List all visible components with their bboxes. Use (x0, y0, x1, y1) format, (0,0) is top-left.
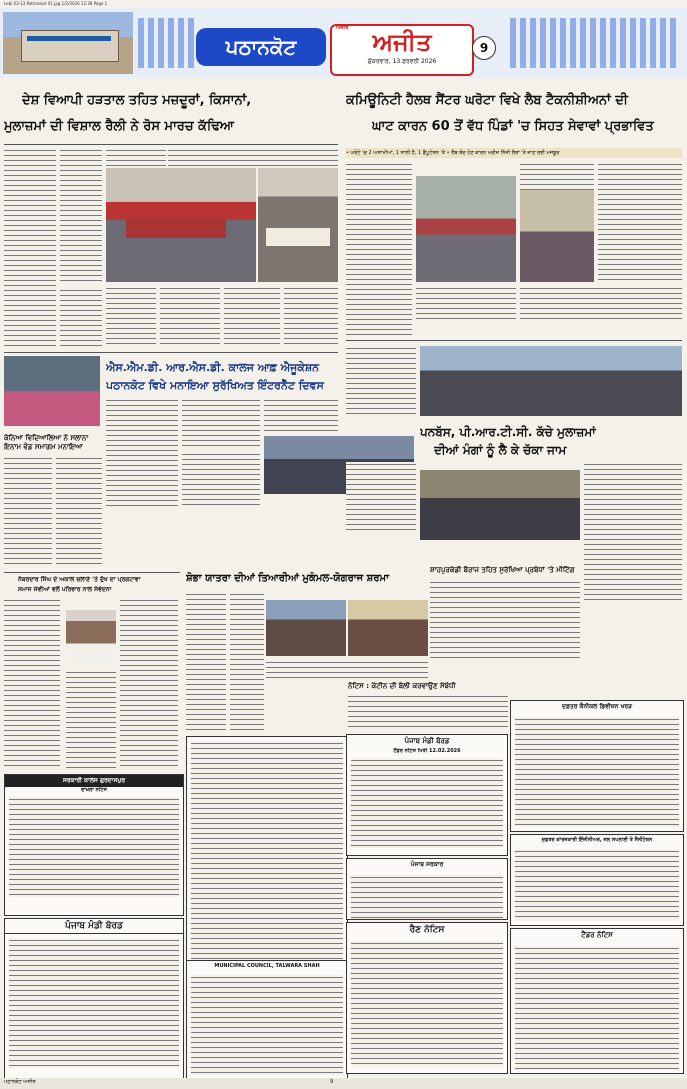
yatra-text-col2 (230, 592, 264, 732)
strike-text-col6 (160, 286, 220, 346)
health-headline-2: ਘਾਟ ਕਾਰਨ 60 ਤੋਂ ਵੱਧ ਪਿੰਡਾਂ 'ਚ ਸਿਹਤ ਸੇਵਾਵਾਂ ਪ੍ਰਭਾਵਿਤ (372, 119, 654, 134)
ad-municipal-body (191, 975, 343, 1075)
ad-college-body (9, 797, 179, 897)
canteen-notice-title: ਨੋਟਿਸ : ਕੰਟੀਨ ਦੀ ਬੋਲੀ ਕਰਵਾਉਣ ਸੰਬੰਧੀ (348, 682, 456, 690)
strike-photo-2 (258, 168, 338, 282)
paper-name: ਅਜੀਤ (372, 28, 432, 56)
yatra-photo (266, 600, 346, 656)
strike-headline-2: ਮੁਲਾਜ਼ਮਾਂ ਦੀ ਵਿਸ਼ਾਲ ਰੈਲੀ ਨੇ ਰੋਸ ਮਾਰਚ ਕੱਢਿਆ (4, 119, 234, 134)
strike-text-col7 (224, 286, 280, 346)
ad-punjab-govt-title: ਪੰਜਾਬ ਸਰਕਾਰ (410, 861, 444, 868)
ad-tender-right-title: ਟੈਂਡਰ ਨੋਟਿਸ (581, 931, 613, 939)
ad-office-body (515, 717, 679, 827)
ad-office-title: ਦਫ਼ਤਰ ਕੈਨੀਕਲ ਡਿਵੀਜ਼ਨ ਖਰੜ (561, 703, 633, 710)
health-photo-1 (416, 176, 516, 282)
yatra-photo-2 (348, 600, 428, 656)
internet-text-col2 (182, 398, 260, 448)
bus-text-col1 (346, 462, 416, 534)
college-text-col2 (56, 456, 102, 566)
ad-punjab-govt-body (351, 875, 503, 919)
strike-text-col9 (60, 288, 102, 348)
health-photo-2 (520, 190, 594, 282)
security-headline: ਸ਼ਾਹਪੁਰਕੰਡੀ ਬੈਰਾਜ ਤਹਿਤ ਸੁਰੱਖਿਆ ਪ੍ਰਬੰਧਾਂ 'ਤੇ ਮੀਟਿੰਗ (430, 566, 575, 574)
health-text-col3 (598, 162, 682, 282)
ad-college-subtitle: ਦਾਖ਼ਲਾ ਨੋਟਿਸ (81, 787, 107, 793)
ad-housing-body (515, 849, 679, 921)
ad-college-gurdaspur (4, 774, 184, 916)
strike-text-col5 (106, 286, 156, 346)
college-headline: ਕੰਨਿਆ ਵਿਦਿਆਲਿਆ ਨੇ ਸਲਾਨਾ ਇਨਾਮ ਵੰਡ ਸਮਾਗਮ ਮਨਾਇਆ (4, 434, 89, 451)
strike-photo-1 (106, 168, 256, 282)
ad-mandi-right-body (351, 758, 503, 848)
bus-photo-2 (420, 470, 580, 540)
strike-text-col8 (284, 286, 338, 346)
ad-housing-title: ਦਫ਼ਤਰ ਕਾਰਜਕਾਰੀ ਇੰਜੀਨੀਅਰ, ਜਲ ਸਪਲਾਈ ਤੇ ਸੈਨੀਟੇਸ਼ਨ (541, 837, 653, 843)
paper-kicker: ਅਜੀਤ (336, 25, 349, 31)
ad-mandi-right-title: ਪੰਜਾਬ ਮੰਡੀ ਬੋਰਡ (404, 737, 450, 745)
strike-text-col4 (168, 148, 338, 166)
yatra-headline: ਸ਼ੋਭਾ ਯਾਤਰਾ ਦੀਆਂ ਤਿਆਰੀਆਂ ਮੁਕੰਮਲ-ਯੋਗਰਾਜ ਸ਼ਰਮਾ (186, 573, 389, 584)
paper-box (330, 24, 474, 76)
ad-loan-title: ਰੈਣ ਨੋਟਿਸ (409, 925, 445, 935)
bus-headline-2: ਦੀਆਂ ਮੰਗਾਂ ਨੂੰ ਲੈ ਕੇ ਚੱਕਾ ਜਾਮ (434, 443, 567, 457)
health-text-col1 (346, 162, 412, 338)
ad-mandi-board-left (4, 918, 184, 1080)
internet-text-col3 (264, 398, 338, 432)
footer-text: ਪਠਾਨਕੋਟ ਅਜੀਤ (4, 1079, 36, 1085)
issue-date: ਸ਼ੁੱਕਰਵਾਰ, 13 ਫਰਵਰੀ 2026 (367, 58, 437, 65)
ad-mandi-board-right (346, 734, 508, 856)
city-name: ਪਠਾਨਕੋਟ (196, 28, 326, 66)
security-text (430, 580, 580, 660)
ad-mandi-right-subtitle: ਟੈਂਡਰ ਨੋਟਿਸ ਮਿਤੀ 12.02.2026 (393, 748, 461, 754)
ad-tender-right-body (515, 946, 679, 1070)
ad-punjab-govt (346, 858, 508, 920)
page-number: 9 (472, 36, 496, 60)
obit-headline-2: ਸਮਾਜ ਸੇਵੀਆਂ ਵਲੋਂ ਪਰਿਵਾਰ ਨਾਲ ਸੰਵੇਦਨਾ (18, 586, 112, 593)
masthead (0, 8, 687, 78)
file-strip: Lebi 03-13-Pathankot 01.jpg 1/2/2026 12:38 Page 1 (4, 1, 108, 6)
school-photo (4, 356, 100, 426)
band-left (138, 18, 198, 68)
masthead-photo (3, 12, 133, 74)
ad-mandi-left-body (9, 938, 179, 1068)
internet-text-col1 (106, 398, 178, 508)
obit-headline-1: ਨੰਬਰਦਾਰ ਸਿੰਘ ਦੇ ਅਕਾਲ ਚਲਾਣੇ 'ਤੇ ਦੁੱਖ ਦਾ ਪ੍ਰਗਟਾਵਾ (18, 576, 141, 583)
footer (0, 1078, 687, 1089)
obit-text-col2 (120, 598, 178, 768)
health-text-col4 (416, 286, 516, 322)
strike-text-col2 (60, 148, 102, 284)
ad-mandi-left-title: ਪੰਜਾਬ ਮੰਡੀ ਬੋਰਡ (5, 919, 183, 934)
health-text-col5 (520, 286, 682, 322)
strike-headline-1: ਦੇਸ਼ ਵਿਆਪੀ ਹੜਤਾਲ ਤਹਿਤ ਮਜ਼ਦੂਰਾਂ, ਕਿਸਾਨਾਂ, (22, 93, 252, 108)
ad-office-right-top (510, 700, 684, 832)
health-strap: • ਘਰੋਟੇ 'ਚ 2 ਅਸਾਮੀਆਂ, 1 ਸਾਲੀ ਹੈ, 1 ਡੈਪੂਟੇਸ਼ਨ 'ਤੇ • ਲੈਬ ਬੰਦ ਹੋਣ ਕਾਰਨ ਮਰੀਜ਼ ਨਿੱਜੀ ਲੈਬਾਂ 'ਤੇ ਜਾਣ ਲਈ ਮਜਬੂਰ (346, 148, 682, 158)
obit-photo (66, 610, 116, 666)
internet-headline-1: ਐਸ.ਐਮ.ਡੀ. ਆਰ.ਐਸ.ਡੀ. ਕਾਲਜ ਆਫ਼ ਐਜੂਕੇਸ਼ਨ (106, 361, 320, 374)
ad-tender-right (510, 928, 684, 1074)
college-text-col1 (4, 456, 52, 566)
health-headline-1: ਕਮਿਊਨਿਟੀ ਹੈਲਥ ਸੈਂਟਰ ਘਰੋਟਾ ਵਿਖੇ ਲੈਬ ਟੈਕਨੀਸ਼ੀਅਨਾਂ ਦੀ (346, 93, 628, 108)
ad-municipal-title: MUNICIPAL COUNCIL, TALWARA SHAH (214, 963, 320, 969)
bus-text-col2 (584, 462, 682, 602)
footer-page: 9 (330, 1079, 334, 1085)
internet-headline-2: ਪਠਾਨਕੋਟ ਵਿਖੇ ਮਨਾਇਆ ਸੁਰੱਖਿਅਤ ਇੰਟਰਨੈੱਟ ਦਿਵਸ (106, 379, 324, 392)
bus-headline-1: ਪਨਬੱਸ, ਪੀ.ਆਰ.ਟੀ.ਸੀ. ਕੱਚੇ ਮੁਲਾਜ਼ਮਾਂ (420, 425, 596, 439)
internet-text-col4 (182, 452, 260, 508)
ad-housing (510, 834, 684, 926)
yatra-text-col1 (186, 592, 226, 732)
ad-loan-body (351, 941, 503, 1067)
obit-text-col3 (66, 670, 116, 768)
yatra-text-col3 (266, 660, 428, 678)
band-right (510, 18, 680, 68)
canteen-notice-text (348, 694, 508, 730)
strike-text-col3 (106, 148, 166, 166)
bus-photo (420, 346, 682, 416)
ad-municipal (186, 960, 348, 1082)
obit-text-col1 (4, 598, 60, 768)
ad-loan-notice (346, 922, 508, 1074)
strike-text-col1 (4, 148, 56, 348)
ad-college-title: ਸਰਕਾਰੀ ਕਾਲਜ ਗੁਰਦਾਸਪੁਰ (5, 775, 183, 787)
bus-text-col0 (346, 346, 416, 416)
